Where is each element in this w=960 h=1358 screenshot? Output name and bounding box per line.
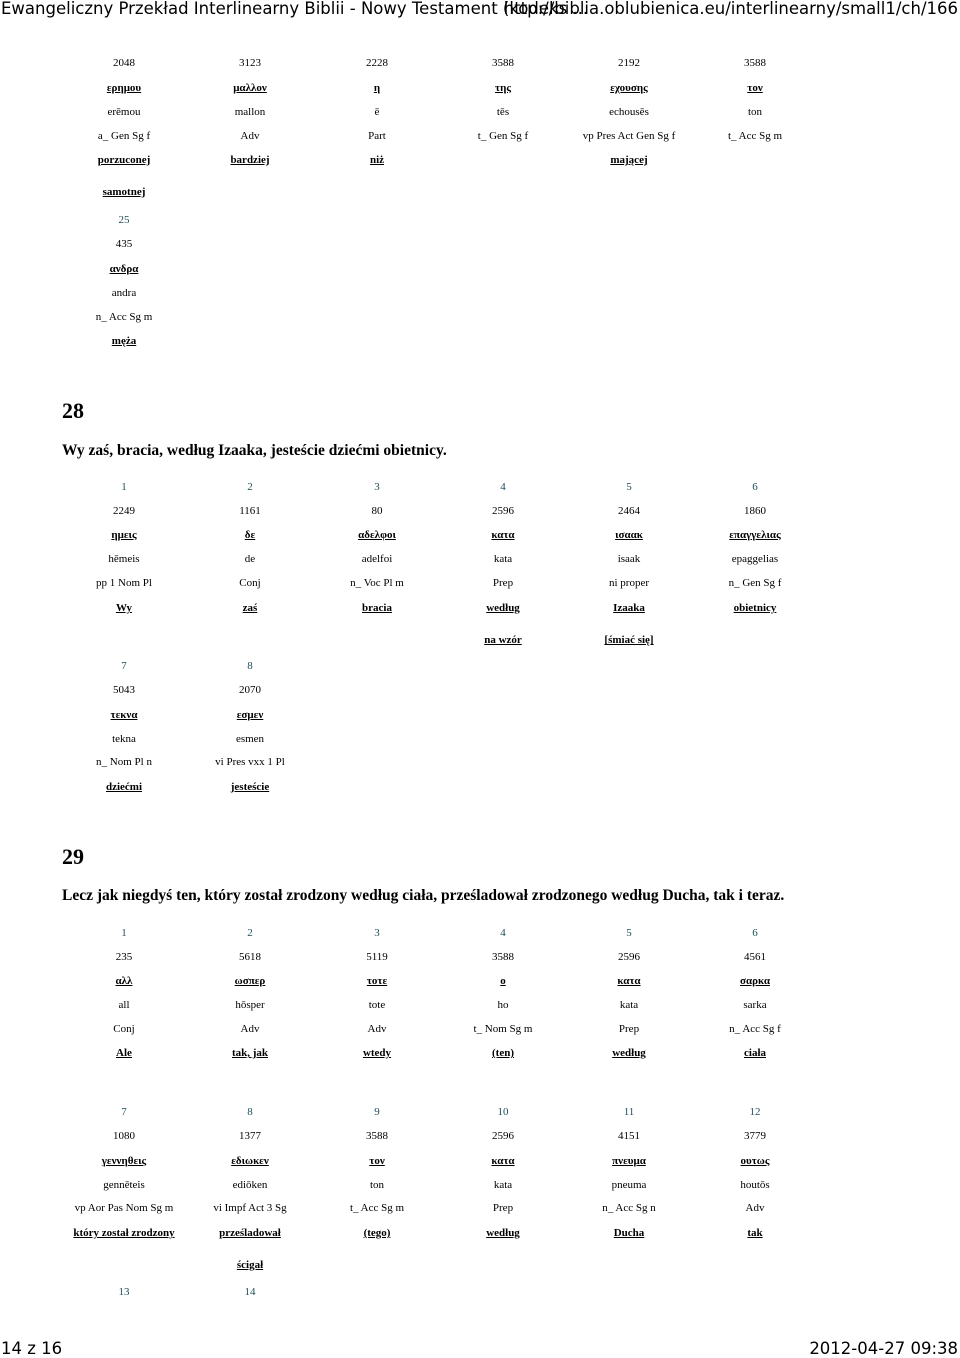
- word-position: 12: [749, 1106, 761, 1118]
- morphology: Prep: [618, 1023, 640, 1035]
- strong-number: 2464: [618, 505, 640, 517]
- morphology: Adv: [240, 130, 260, 142]
- polish-translation[interactable]: prześladował: [219, 1227, 281, 1239]
- strong-number: 1860: [744, 505, 766, 517]
- polish-translation[interactable]: który został zrodzony: [73, 1227, 175, 1239]
- morphology: vi Pres vxx 1 Pl: [215, 756, 285, 768]
- transliteration: tēs: [496, 106, 510, 118]
- word-position: 14: [244, 1286, 256, 1298]
- morphology: t_ Acc Sg m: [349, 1202, 405, 1214]
- morphology: pp 1 Nom Pl: [96, 577, 152, 589]
- greek-word[interactable]: τοτε: [366, 975, 388, 987]
- transliteration: andra: [111, 287, 137, 299]
- strong-number: 1377: [239, 1130, 261, 1142]
- morphology: Conj: [113, 1023, 135, 1035]
- morphology: t_ Gen Sg f: [477, 130, 529, 142]
- morphology: vi Impf Act 3 Sg: [213, 1202, 287, 1214]
- verse-number: 28: [62, 398, 84, 423]
- strong-number: 1161: [239, 505, 261, 517]
- strong-number: 4151: [618, 1130, 640, 1142]
- strong-number: 80: [371, 505, 383, 517]
- morphology: Prep: [492, 1202, 514, 1214]
- polish-translation[interactable]: Ducha: [613, 1227, 645, 1239]
- greek-word[interactable]: ο: [500, 975, 506, 987]
- polish-translation[interactable]: wtedy: [362, 1047, 392, 1059]
- polish-translation[interactable]: ciała: [744, 1047, 766, 1059]
- word-position: 2: [247, 481, 253, 493]
- strong-number: 2070: [239, 684, 261, 696]
- polish-translation[interactable]: według: [486, 1227, 520, 1239]
- morphology: Conj: [239, 577, 261, 589]
- print-datetime: 2012-04-27 09:38: [809, 1339, 958, 1358]
- transliteration: kata: [493, 553, 513, 565]
- morphology: vp Pres Act Gen Sg f: [582, 130, 676, 142]
- document-url: http://biblia.oblubienica.eu/interlinearny/small1/ch/166: [503, 0, 958, 18]
- transliteration: gennēteis: [103, 1179, 145, 1191]
- greek-word[interactable]: δε: [244, 529, 256, 541]
- greek-word[interactable]: ημεις: [111, 529, 137, 541]
- polish-translation[interactable]: Izaaka: [613, 602, 645, 614]
- strong-number: 2596: [492, 1130, 514, 1142]
- word-position: 11: [623, 1106, 635, 1118]
- transliteration: mallon: [234, 106, 266, 118]
- polish-translation[interactable]: męża: [111, 335, 137, 347]
- word-position: 6: [752, 927, 758, 939]
- verse-text: Wy zaś, bracia, według Izaaka, jesteście dziećmi obietnicy.: [62, 442, 447, 459]
- greek-word[interactable]: αλλ: [115, 975, 133, 987]
- morphology: n_ Gen Sg f: [728, 577, 782, 589]
- transliteration: tekna: [112, 733, 136, 745]
- polish-alternative[interactable]: [śmiać się]: [604, 634, 654, 646]
- polish-translation[interactable]: według: [612, 1047, 646, 1059]
- greek-word[interactable]: κατα: [491, 529, 515, 541]
- strong-number: 2249: [113, 505, 135, 517]
- word-position: 4: [500, 481, 506, 493]
- polish-translation[interactable]: dziećmi: [105, 781, 143, 793]
- greek-word[interactable]: εδιωκεν: [231, 1155, 269, 1167]
- polish-translation[interactable]: porzuconej: [97, 154, 151, 166]
- word-position: 7: [121, 1106, 127, 1118]
- greek-word[interactable]: ωσπερ: [234, 975, 266, 987]
- word-position: 1: [121, 927, 127, 939]
- transliteration: epaggelias: [731, 553, 779, 565]
- strong-number: 2048: [113, 57, 135, 69]
- transliteration: hēmeis: [108, 553, 140, 565]
- morphology: Adv: [745, 1202, 765, 1214]
- greek-word[interactable]: αδελφοι: [358, 529, 396, 541]
- word-position: 2: [247, 927, 253, 939]
- morphology: vp Aor Pas Nom Sg m: [74, 1202, 174, 1214]
- strong-number: 2228: [366, 57, 388, 69]
- verse-number: 29: [62, 844, 84, 869]
- polish-translation[interactable]: obietnicy: [733, 602, 777, 614]
- morphology: n_ Acc Sg f: [729, 1023, 781, 1035]
- greek-word[interactable]: γεννηθεις: [101, 1155, 147, 1167]
- strong-number: 3588: [744, 57, 766, 69]
- transliteration: pneuma: [611, 1179, 647, 1191]
- strong-number: 5119: [366, 951, 388, 963]
- transliteration: sarka: [743, 999, 767, 1011]
- strong-number: 435: [115, 238, 133, 250]
- polish-translation[interactable]: jesteście: [230, 781, 270, 793]
- morphology: Adv: [240, 1023, 260, 1035]
- polish-alternative[interactable]: samotnej: [102, 186, 146, 198]
- greek-word[interactable]: ουτως: [740, 1155, 770, 1167]
- morphology: n_ Acc Sg m: [95, 311, 153, 323]
- greek-word[interactable]: ερημου: [106, 82, 142, 94]
- strong-number: 3588: [492, 57, 514, 69]
- transliteration: houtōs: [740, 1179, 770, 1191]
- morphology: n_ Acc Sg n: [602, 1202, 656, 1214]
- transliteration: de: [244, 553, 256, 565]
- transliteration: tote: [368, 999, 386, 1011]
- transliteration: ē: [374, 106, 380, 118]
- greek-word[interactable]: ανδρα: [109, 263, 139, 275]
- greek-word[interactable]: τον: [369, 1155, 385, 1167]
- transliteration: adelfoi: [361, 553, 393, 565]
- strong-number: 2596: [618, 951, 640, 963]
- word-position: 3: [374, 481, 380, 493]
- greek-word[interactable]: σαρκα: [740, 975, 770, 987]
- morphology: n_ Nom Pl n: [96, 756, 152, 768]
- strong-number: 3123: [239, 57, 261, 69]
- word-position: 13: [118, 1286, 130, 1298]
- transliteration: echousēs: [609, 106, 649, 118]
- word-position: 5: [626, 927, 632, 939]
- morphology: t_ Acc Sg m: [727, 130, 783, 142]
- transliteration: esmen: [235, 733, 265, 745]
- strong-number: 3779: [744, 1130, 766, 1142]
- polish-alternative[interactable]: na wzór: [484, 634, 522, 646]
- morphology: ni proper: [608, 577, 649, 589]
- word-position: 8: [247, 660, 253, 672]
- polish-translation[interactable]: mającej: [610, 154, 648, 166]
- word-position: 1: [121, 481, 127, 493]
- polish-translation[interactable]: zaś: [242, 602, 258, 614]
- transliteration: ton: [747, 106, 763, 118]
- greek-word[interactable]: μαλλον: [233, 82, 267, 94]
- word-position: 9: [374, 1106, 380, 1118]
- transliteration: erēmou: [107, 106, 141, 118]
- greek-word[interactable]: τον: [747, 82, 763, 94]
- morphology: n_ Voc Pl m: [350, 577, 404, 589]
- strong-number: 2192: [618, 57, 640, 69]
- document-title: Ewangeliczny Przekład Interlinearny Biblii - Nowy Testament (kodeks ...: [1, 0, 589, 18]
- transliteration: ediōken: [232, 1179, 268, 1191]
- strong-number: 3588: [366, 1130, 388, 1142]
- strong-number: 3588: [492, 951, 514, 963]
- strong-number: 1080: [113, 1130, 135, 1142]
- polish-translation[interactable]: (tego): [363, 1227, 391, 1239]
- greek-word[interactable]: η: [373, 82, 381, 94]
- polish-translation[interactable]: (ten): [492, 1047, 514, 1059]
- polish-translation[interactable]: niż: [369, 154, 385, 166]
- transliteration: isaak: [617, 553, 641, 565]
- morphology: Prep: [492, 577, 514, 589]
- strong-number: 5043: [113, 684, 135, 696]
- transliteration: ho: [497, 999, 509, 1011]
- greek-word[interactable]: τεκνα: [110, 709, 138, 721]
- greek-word[interactable]: εχουσης: [610, 82, 648, 94]
- strong-number: 4561: [744, 951, 766, 963]
- word-position: 25: [118, 214, 130, 226]
- word-position: 7: [121, 660, 127, 672]
- verse-text: Lecz jak niegdyś ten, który został zrodzony według ciała, prześladował zrodzonego według Ducha, tak i teraz.: [62, 887, 785, 904]
- polish-translation[interactable]: według: [486, 602, 520, 614]
- transliteration: kata: [619, 999, 639, 1011]
- strong-number: 2596: [492, 505, 514, 517]
- morphology: a_ Gen Sg f: [97, 130, 151, 142]
- word-position: 5: [626, 481, 632, 493]
- morphology: Part: [368, 130, 386, 142]
- word-position: 8: [247, 1106, 253, 1118]
- word-position: 10: [497, 1106, 509, 1118]
- greek-word[interactable]: εσμεν: [236, 709, 264, 721]
- polish-translation[interactable]: tak: [747, 1227, 763, 1239]
- polish-alternative[interactable]: ścigał: [236, 1259, 264, 1271]
- polish-translation[interactable]: bardziej: [230, 154, 270, 166]
- polish-translation[interactable]: Wy: [115, 602, 133, 614]
- greek-word[interactable]: πνευμα: [612, 1155, 646, 1167]
- morphology: t_ Nom Sg m: [473, 1023, 533, 1035]
- polish-translation[interactable]: tak, jak: [231, 1047, 269, 1059]
- strong-number: 235: [115, 951, 133, 963]
- transliteration: all: [118, 999, 130, 1011]
- polish-translation[interactable]: Ale: [116, 1047, 132, 1059]
- word-position: 6: [752, 481, 758, 493]
- word-position: 4: [500, 927, 506, 939]
- greek-word[interactable]: κατα: [617, 975, 641, 987]
- greek-word[interactable]: ισαακ: [615, 529, 643, 541]
- transliteration: hōsper: [235, 999, 265, 1011]
- transliteration: ton: [369, 1179, 385, 1191]
- greek-word[interactable]: επαγγελιας: [729, 529, 781, 541]
- morphology: Adv: [367, 1023, 387, 1035]
- greek-word[interactable]: κατα: [491, 1155, 515, 1167]
- word-position: 3: [374, 927, 380, 939]
- transliteration: kata: [493, 1179, 513, 1191]
- greek-word[interactable]: της: [495, 82, 511, 94]
- page-indicator: 14 z 16: [1, 1339, 63, 1358]
- strong-number: 5618: [239, 951, 261, 963]
- polish-translation[interactable]: bracia: [362, 602, 392, 614]
